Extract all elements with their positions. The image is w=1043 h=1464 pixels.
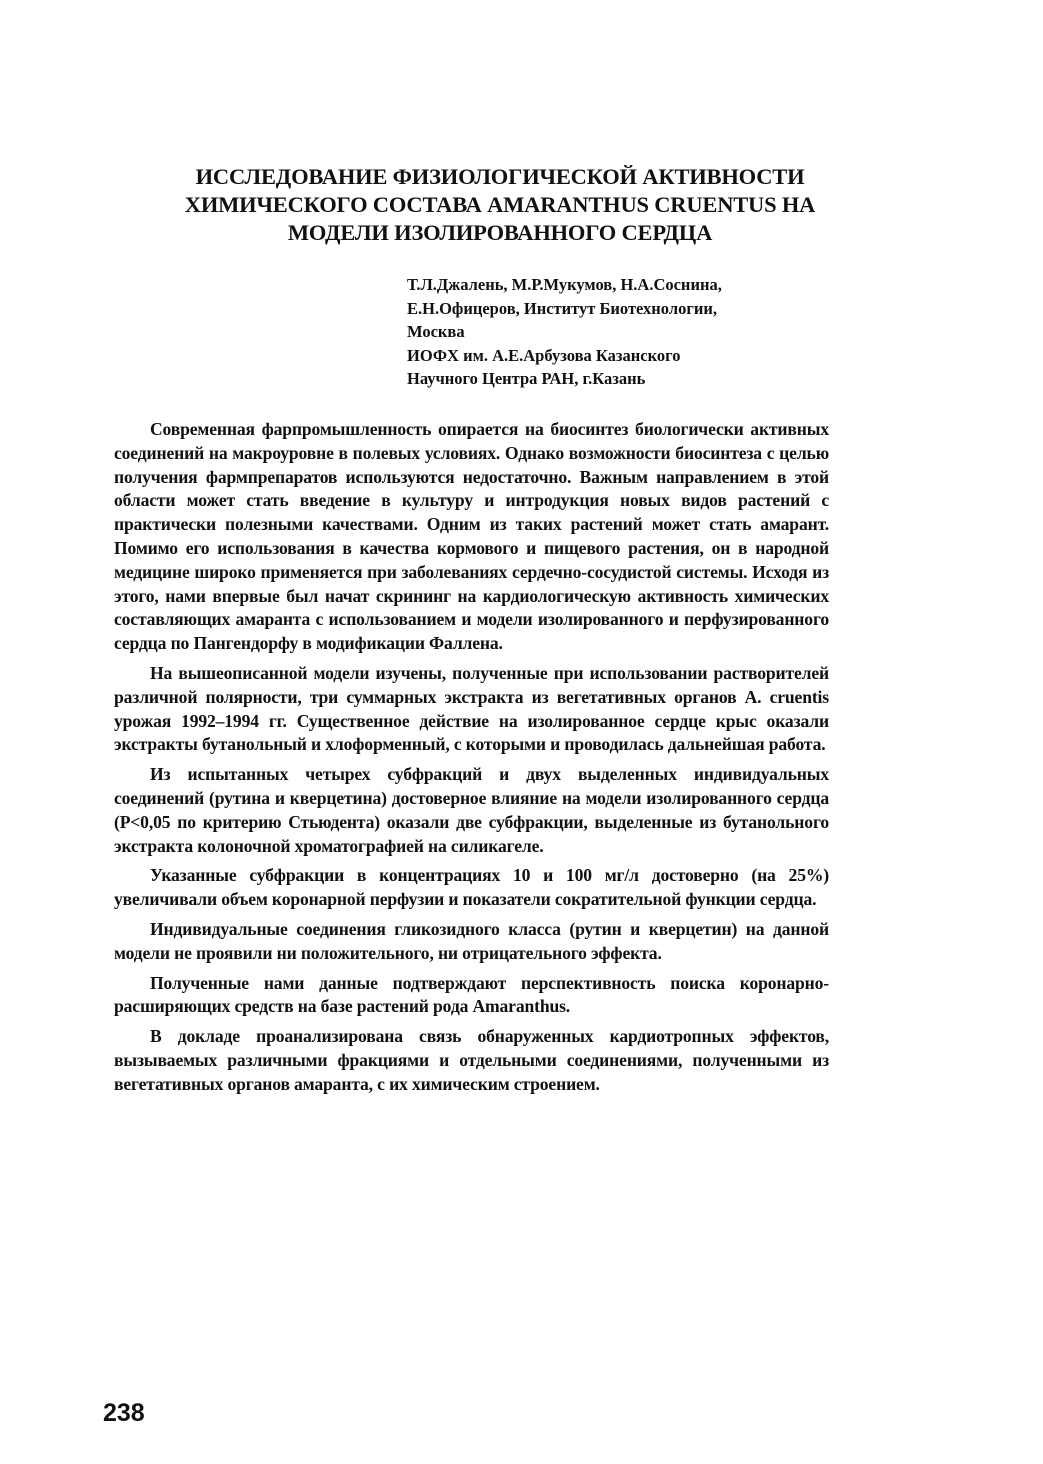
paragraph: Из испытанных четырех субфракций и двух выделенных индивидуальных соединений (рутина и кверцетина) достоверное влияние на модели изолированного сердца (P<0,05 по критерию Стьюдента) оказали две субфракции, выделенные из бутанольного экстракта колоночной хроматографией на силикагеле. — [114, 764, 829, 856]
article-title — [110, 163, 890, 247]
title-line: ХИМИЧЕСКОГО СОСТАВА AMARANTHUS CRUENTUS НА — [184, 192, 816, 217]
title-line: ИССЛЕДОВАНИЕ ФИЗИОЛОГИЧЕСКОЙ АКТИВНОСТИ — [195, 164, 805, 189]
paragraph: Современная фарпромышленность опирается на биосинтез биологически активных соединений на макроуровне в полевых условиях. Однако возможности биосинтеза с целью получения фармпрепаратов используются недостаточно. Важным направлением в этой области может стать введение в культуру и интродукция новых видов растений с практически полезными качествами. Одним из таких растений может стать амарант. Помимо его использования в качества кормового и пищевого растения, он в народной медицине широко применяется при заболеваниях сердечно-сосудистой системы. Исходя из этого, нами впервые был начат скрининг на кардиологическую активность химических составляющих амаранта с использованием и модели изолированного и перфузированного сердца по Пангендорфу в модификации Фаллена. — [114, 419, 829, 654]
paragraph: Указанные субфракции в концентрациях 10 и 100 мг/л достоверно (на 25%) увеличивали объем коронарной перфузии и показатели сократительной функции сердца. — [114, 865, 829, 910]
paragraph: На вышеописанной модели изучены, полученные при использовании растворителей различной полярности, три суммарных экстракта из вегетативных органов A. cruentis урожая 1992–1994 гг. Существенное действие на изолированное сердце крыс оказали экстракты бутанольный и хлоформенный, с которыми и проводилась дальнейшая работа. — [114, 662, 829, 755]
authors-line: Москва — [407, 322, 465, 341]
page-number: 238 — [103, 1399, 145, 1427]
title-line: МОДЕЛИ ИЗОЛИРОВАННОГО СЕРДЦА — [287, 220, 713, 245]
authors-line: Т.Л.Джалень, М.Р.Мукумов, Н.А.Соснина, — [407, 275, 722, 294]
authors-line: ИОФХ им. А.Е.Арбузова Казанского — [407, 345, 681, 365]
paragraph: В докладе проанализирована связь обнаруженных кардиотропных эффектов, вызываемых различными фракциями и отдельными соединениями, полученными из вегетативных органов амаранта, с их химическим строением. — [114, 1026, 829, 1094]
authors-line: Научного Центра РАН, г.Казань — [407, 369, 646, 388]
paragraph: Полученные нами данные подтверждают перспективность поиска коронарно-расширяющих средств на базе растений рода Amaranthus. — [114, 972, 829, 1017]
authors-line: Е.Н.Офицеров, Институт Биотехнологии, — [407, 298, 717, 318]
article-body — [114, 418, 829, 1097]
authors-block — [407, 273, 857, 391]
paragraph: Индивидуальные соединения гликозидного класса (рутин и кверцетин) на данной модели не проявили ни положительного, ни отрицательного эффекта. — [114, 918, 829, 963]
